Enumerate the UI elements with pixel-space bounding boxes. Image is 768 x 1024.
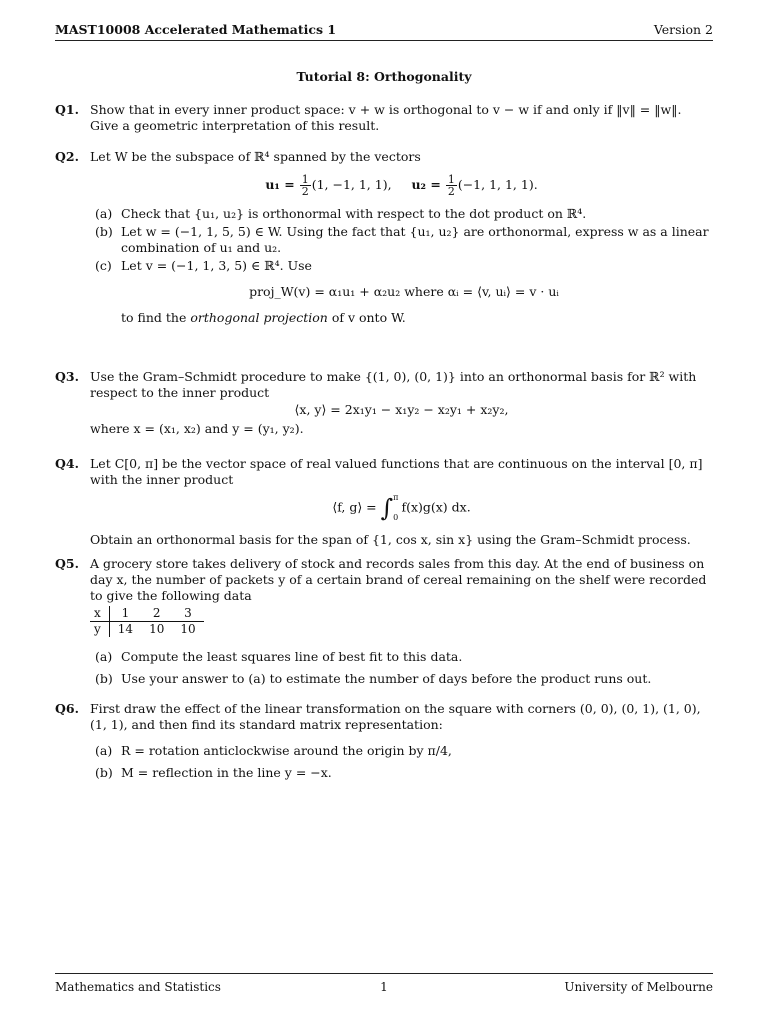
vectors-display bbox=[90, 174, 713, 197]
table-row: x 1 2 3 bbox=[90, 606, 204, 622]
u1-vector: (1, −1, 1, 1), bbox=[311, 177, 392, 192]
question-intro: Let W be the subspace of ℝ⁴ spanned by the vectors bbox=[90, 149, 421, 164]
question-4 bbox=[55, 456, 713, 548]
integral-limits: π 0 bbox=[393, 493, 399, 522]
emphasis: orthogonal projection bbox=[190, 310, 328, 325]
where-clause: where x = (x₁, x₂) and y = (y₁, y₂). bbox=[90, 421, 304, 436]
projection-formula: proj_W(v) = α₁u₁ + α₂u₂ where αᵢ = ⟨v, uᵢ⟩ = v · uᵢ bbox=[249, 284, 559, 299]
question-3 bbox=[55, 369, 713, 437]
footer-rule bbox=[55, 973, 713, 974]
question-text: Show that in every inner product space: v + w is orthogonal to v − w if and only if ‖v‖ = ‖w‖. Give a geometric interpretation of this result. bbox=[90, 102, 682, 133]
question-number: Q4. bbox=[55, 456, 79, 471]
question-text: A grocery store takes delivery of stock and records sales from this day. At the end of business on day x, the number of packets y of a certain brand of cereal remaining on the shelf were recorded to give the following data bbox=[90, 556, 707, 603]
part-c: (c) Let v = (−1, 1, 3, 5) ∈ ℝ⁴. Use proj_W(v) = α₁u₁ + α₂u₂ where αᵢ = ⟨v, uᵢ⟩ = v · uᵢ to find the orthogonal projection of v onto W. bbox=[95, 258, 713, 326]
part-a: (a) Compute the least squares line of best fit to this data. bbox=[95, 649, 463, 664]
footer-university: University of Melbourne bbox=[564, 980, 713, 994]
u2-vector: (−1, 1, 1, 1). bbox=[457, 177, 538, 192]
u1-label: u₁ = bbox=[265, 177, 295, 192]
integral-formula: ⟨f, g⟩ = ∫ π 0 f(x)g(x) dx. bbox=[90, 488, 713, 528]
half-fraction: $\frac{1}{2}$ bbox=[447, 173, 455, 198]
question-text: First draw the effect of the linear transformation on the square with corners (0, 0), (0, 1), (1, 0), (1, 1), and then find its standard matrix representation: bbox=[90, 701, 701, 732]
document-page bbox=[55, 0, 713, 1024]
integral-symbol: ∫ bbox=[380, 494, 394, 522]
data-table bbox=[90, 606, 204, 637]
version-label: Version 2 bbox=[653, 22, 713, 37]
page-title: Tutorial 8: Orthogonality bbox=[296, 69, 472, 84]
part-a: (a) R = rotation anticlockwise around the origin by π/4, bbox=[95, 743, 452, 758]
question-6 bbox=[55, 701, 713, 783]
inner-product-formula: ⟨x, y⟩ = 2x₁y₁ − x₁y₂ − x₂y₁ + x₂y₂, bbox=[294, 402, 509, 417]
question-text: Use the Gram–Schmidt procedure to make {(1, 0), (0, 1)} into an orthonormal basis for ℝ² with respect to the inner product bbox=[90, 369, 697, 400]
header-rule bbox=[55, 40, 713, 41]
question-number: Q5. bbox=[55, 556, 79, 571]
page-number: 1 bbox=[380, 980, 388, 994]
table-row: y 14 10 10 bbox=[90, 622, 204, 638]
page-footer bbox=[55, 980, 713, 996]
part-b: (b) Use your answer to (a) to estimate the number of days before the product runs out. bbox=[95, 671, 652, 686]
question-5 bbox=[55, 556, 713, 689]
part-a: (a) Check that {u₁, u₂} is orthonormal with respect to the dot product on ℝ⁴. bbox=[95, 206, 587, 221]
question-2 bbox=[55, 149, 713, 328]
page-header bbox=[55, 22, 713, 42]
question-number: Q3. bbox=[55, 369, 79, 384]
half-fraction: $\frac{1}{2}$ bbox=[301, 173, 309, 198]
question-tail: Obtain an orthonormal basis for the span of {1, cos x, sin x} using the Gram–Schmidt process. bbox=[90, 532, 691, 547]
course-code: MAST10008 Accelerated Mathematics 1 bbox=[55, 22, 337, 37]
u2-label: u₂ = bbox=[411, 177, 441, 192]
footer-department: Mathematics and Statistics bbox=[55, 980, 221, 994]
question-number: Q2. bbox=[55, 149, 79, 164]
part-b: (b) Let w = (−1, 1, 5, 5) ∈ W. Using the fact that {u₁, u₂} are orthonormal, express w as a linear combination of u₁ and u₂. bbox=[95, 224, 709, 255]
question-text: Let C[0, π] be the vector space of real valued functions that are continuous on the interval [0, π] with the inner product bbox=[90, 456, 703, 487]
question-1 bbox=[55, 102, 713, 134]
question-number: Q1. bbox=[55, 102, 79, 117]
question-number: Q6. bbox=[55, 701, 79, 716]
part-b: (b) M = reflection in the line y = −x. bbox=[95, 765, 332, 780]
